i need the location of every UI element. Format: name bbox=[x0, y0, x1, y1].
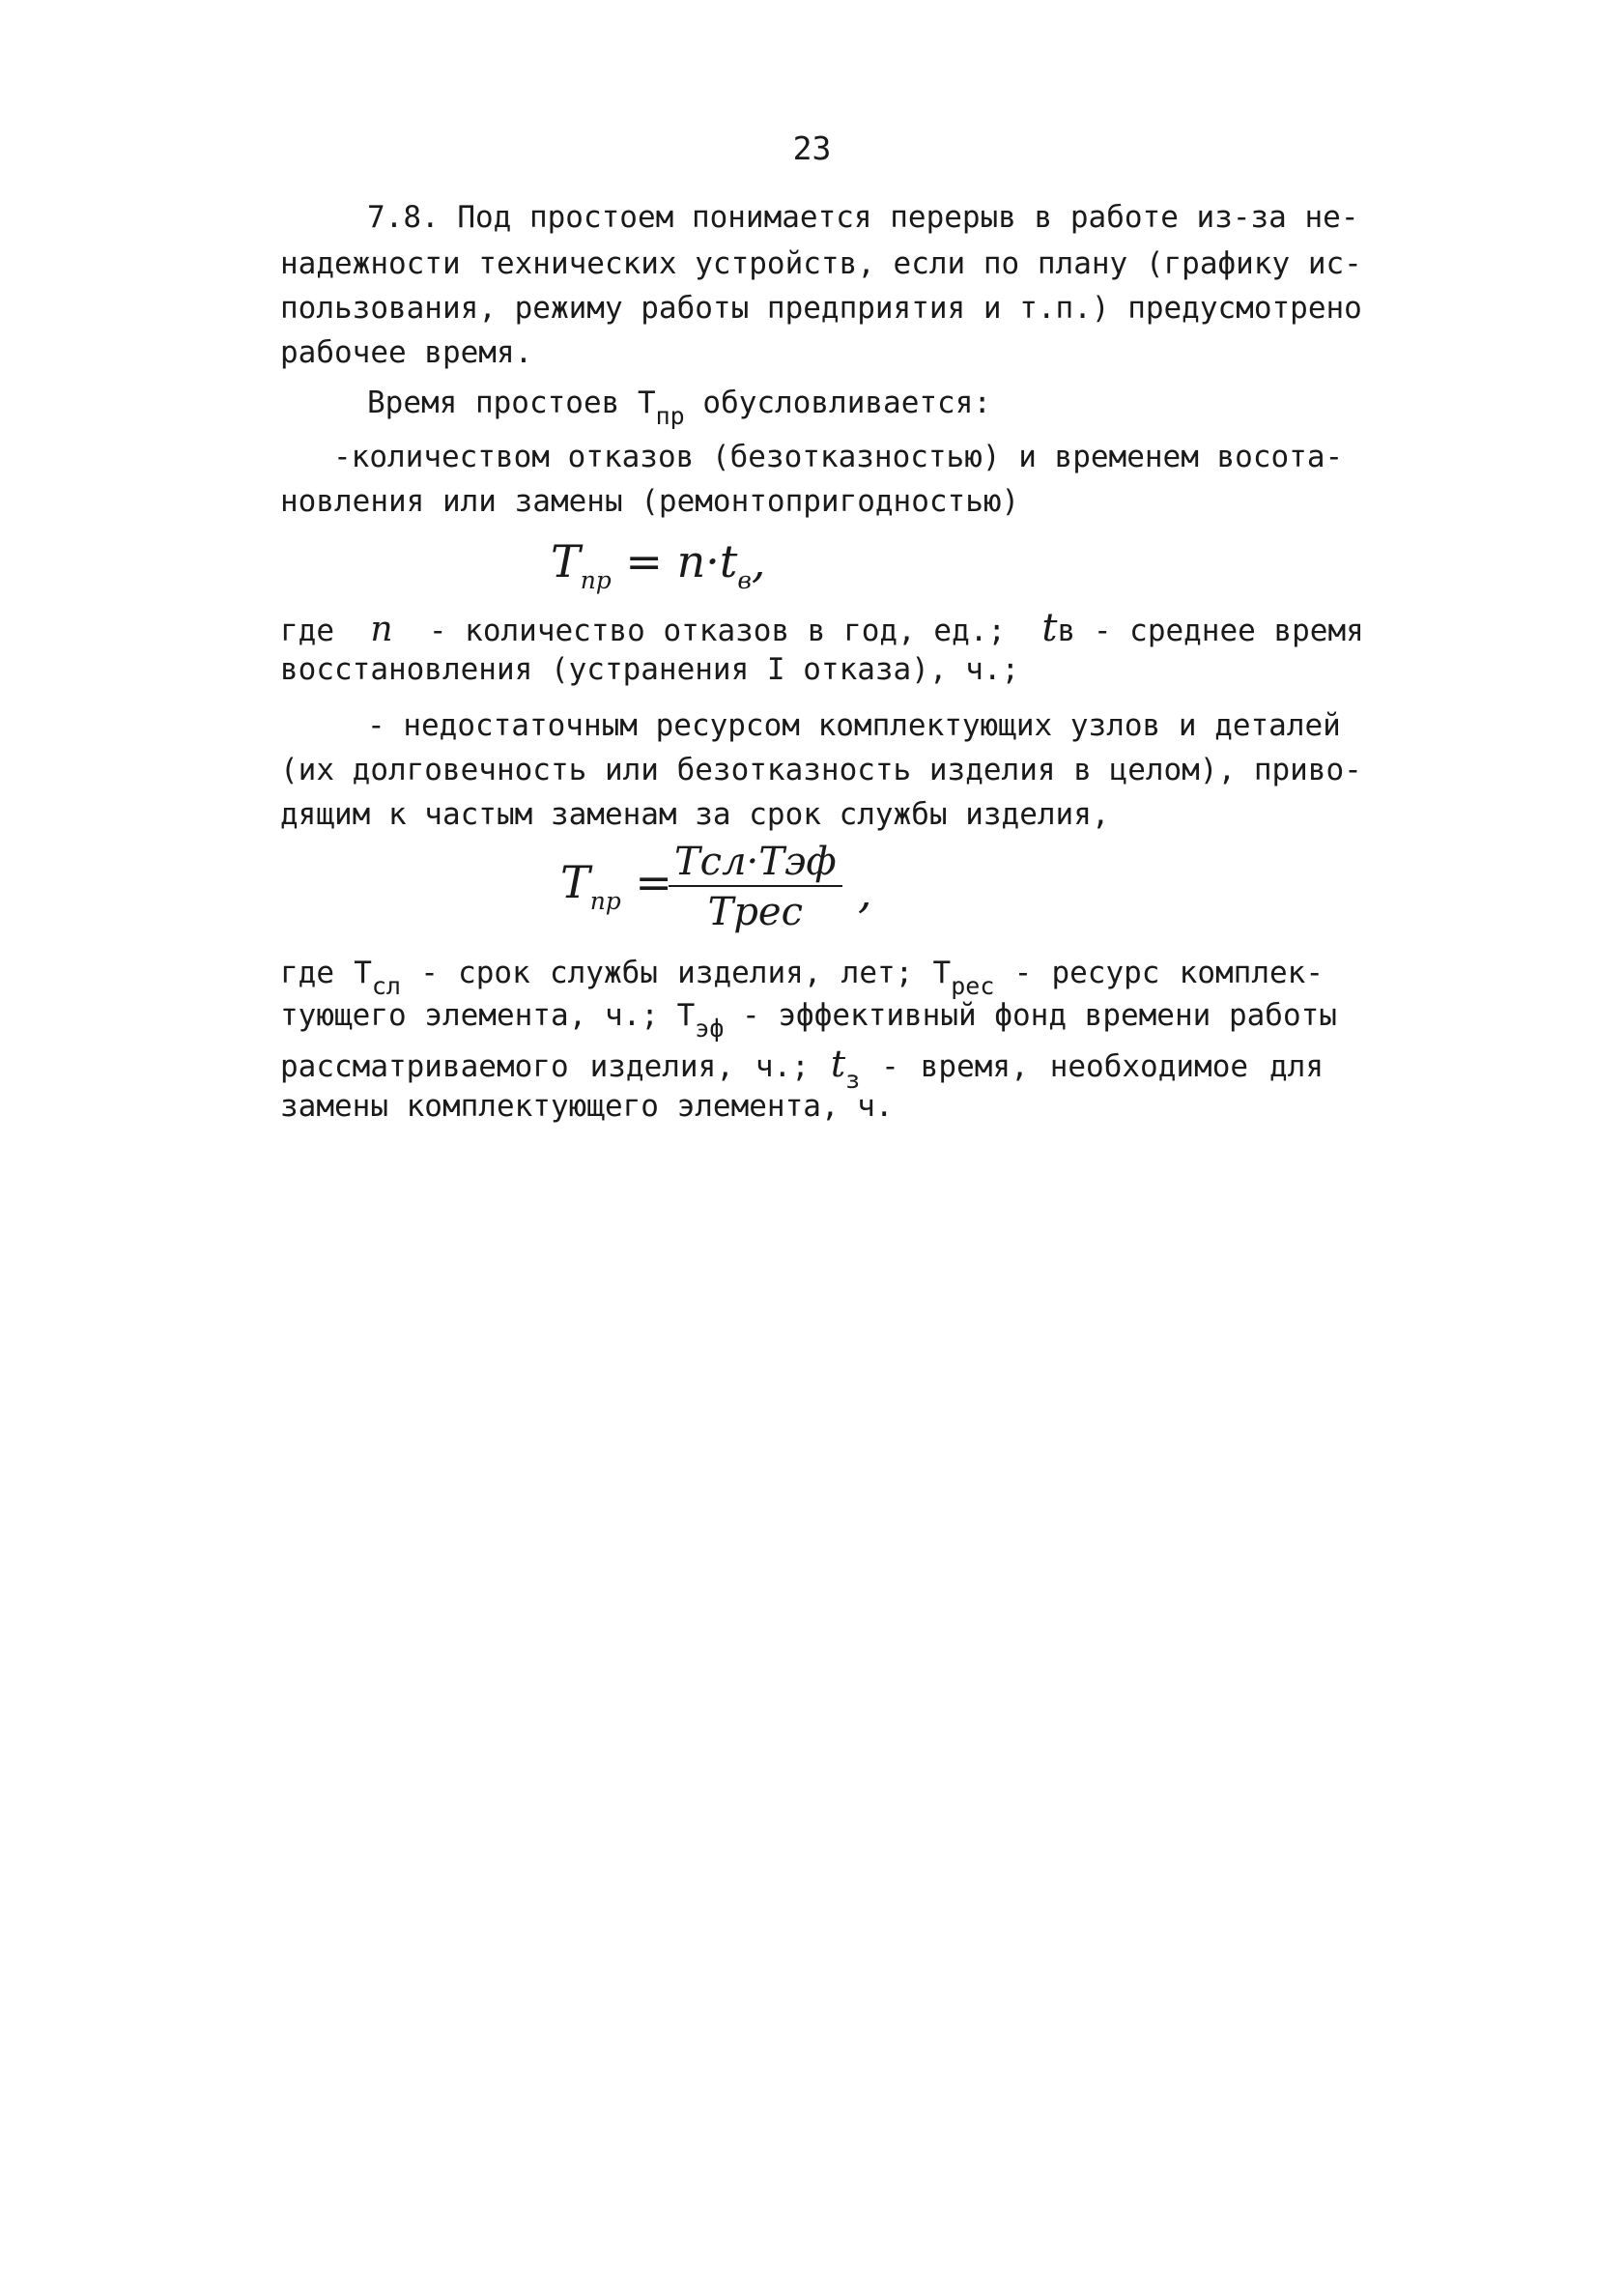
formula-subscript: пр bbox=[580, 566, 612, 594]
text-line bbox=[367, 386, 992, 430]
text-line: рабочее время. bbox=[280, 335, 533, 370]
text-fragment: где bbox=[280, 614, 334, 648]
formula-subscript: пр bbox=[589, 887, 621, 915]
formula-text: , bbox=[751, 535, 766, 587]
text-line bbox=[280, 606, 1364, 650]
subscript: з bbox=[845, 1066, 861, 1094]
text-fragment: обусловливается: bbox=[702, 386, 992, 420]
text-fragment: - ресурс комплек- bbox=[1013, 956, 1324, 990]
formula-subscript: в bbox=[737, 566, 752, 594]
text-line: 7.8. Под простоем понимается перерыв в работе из-за не- bbox=[367, 200, 1359, 235]
formula-text: T bbox=[551, 535, 581, 587]
text-fragment: - срок службы изделия, лет; Т bbox=[420, 956, 952, 990]
text-line: (их долговечность или безотказность изделия в целом), приво- bbox=[280, 753, 1362, 787]
formula-text: n bbox=[370, 610, 393, 649]
text-line: пользования, режиму работы предприятия и т.п.) предусмотрено bbox=[280, 291, 1362, 326]
formula-downtime-resource bbox=[560, 856, 672, 915]
formula-downtime-failures bbox=[551, 535, 766, 594]
text-fragment: рассматриваемого изделия, ч.; bbox=[280, 1049, 810, 1084]
text-fragment: - время, необходимое для bbox=[881, 1049, 1324, 1084]
formula-text: , bbox=[858, 866, 872, 918]
formula-fraction bbox=[669, 840, 842, 934]
page-number: 23 bbox=[792, 129, 832, 167]
text-fragment: - количество отказов в год, ед.; bbox=[428, 614, 1007, 648]
text-fragment: где Т bbox=[280, 956, 372, 990]
text-fragment: - эффективный фонд времени работы bbox=[742, 998, 1337, 1033]
formula-text: t bbox=[1041, 606, 1058, 650]
text-fragment: - среднее время bbox=[1093, 614, 1364, 648]
text-fragment: Время простоев Т bbox=[367, 386, 656, 420]
text-line: новления или замены (ремонтопригодностью) bbox=[280, 484, 1020, 519]
formula-text: = n·t bbox=[625, 535, 738, 587]
text-fragment: тующего элемента, ч.; Т bbox=[280, 998, 696, 1033]
formula-text: t bbox=[830, 1043, 846, 1085]
text-line: надежности технических устройств, если по плану (графику ис- bbox=[280, 246, 1362, 281]
text-fragment: в bbox=[1057, 614, 1076, 648]
text-line: восстановления (устранения I отказа), ч.; bbox=[280, 652, 1020, 687]
text-line: замены комплектующего элемента, ч. bbox=[280, 1089, 894, 1124]
subscript: пр bbox=[655, 402, 685, 430]
formula-text: = bbox=[635, 856, 672, 908]
formula-text: T bbox=[560, 856, 590, 908]
text-line bbox=[280, 956, 1324, 1000]
subscript: эф bbox=[695, 1015, 725, 1043]
text-line: дящим к частым заменам за срок службы изделия, bbox=[280, 797, 1110, 832]
text-line bbox=[280, 998, 1337, 1043]
subscript: сл bbox=[371, 972, 401, 1000]
fraction-numerator: Tсл·Tэф bbox=[669, 843, 842, 887]
text-line: -количеством отказов (безотказностью) и временем восота- bbox=[333, 440, 1344, 474]
text-line bbox=[280, 1043, 1324, 1094]
fraction-denominator: Tрес bbox=[707, 890, 803, 934]
text-line: - недостаточным ресурсом комплектующих узлов и деталей bbox=[367, 708, 1341, 743]
subscript: рес bbox=[951, 972, 995, 1000]
